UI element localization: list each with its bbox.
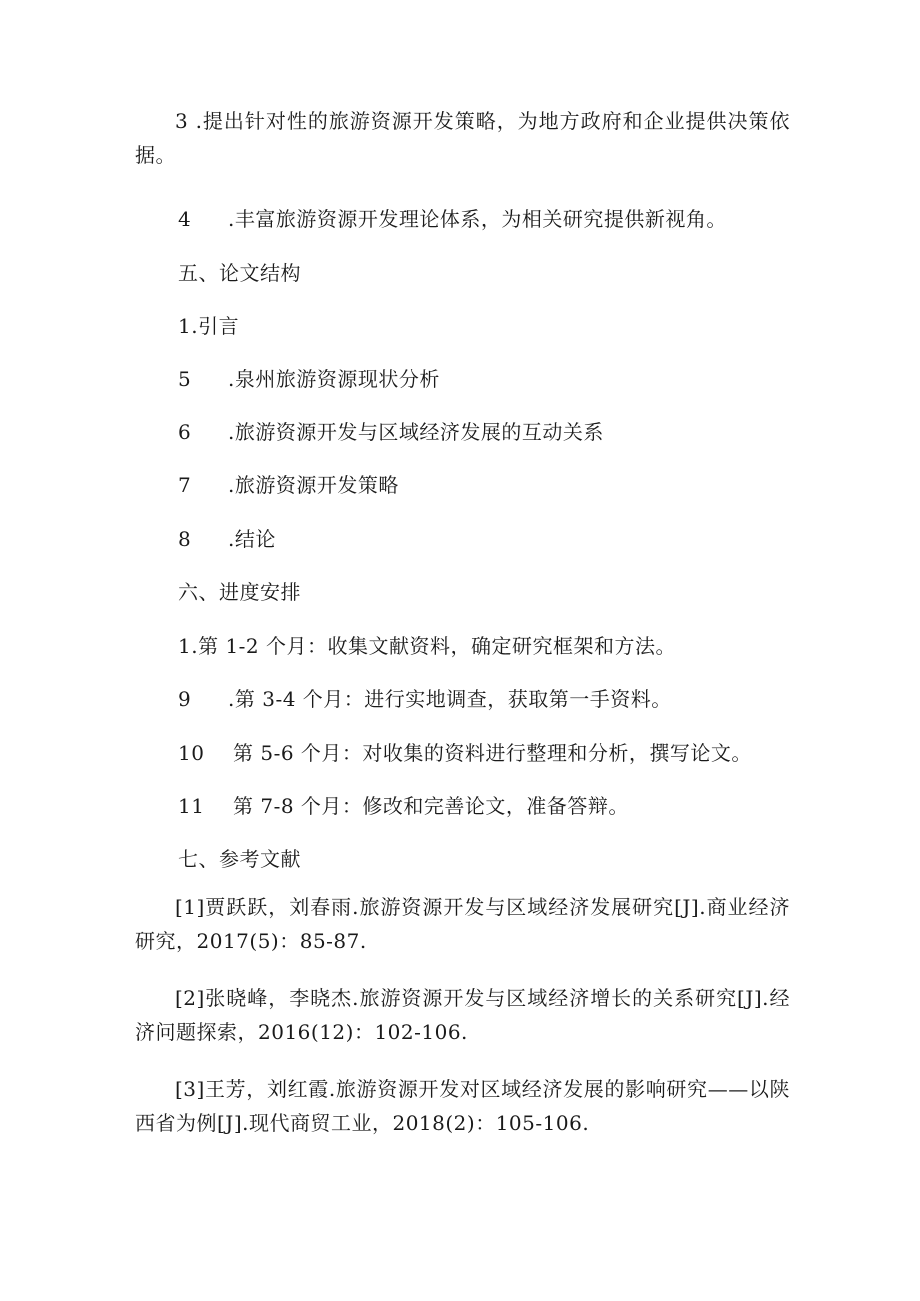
structure-item <box>178 314 239 338</box>
structure-item-text: .结论 <box>228 527 276 551</box>
schedule-item-number: 1. <box>178 634 199 658</box>
structure-item-number: 1. <box>178 314 199 338</box>
structure-item <box>178 527 276 551</box>
section-heading-references: 七、参考文献 <box>178 847 301 871</box>
structure-item <box>178 420 604 444</box>
schedule-item-number: 9 <box>178 687 192 711</box>
schedule-item-text: 第 1-2 个月：收集文献资料，确定研究框架和方法。 <box>198 634 677 658</box>
schedule-item-text: .第 3-4 个月：进行实地调查，获取第一手资料。 <box>228 687 672 711</box>
reference-item-2: [2]张晓峰，李晓杰.旅游资源开发与区域经济增长的关系研究[J].经济问题探索，2016(12)：102-106. <box>135 986 790 1044</box>
reference-item-1: [1]贾跃跃，刘春雨.旅游资源开发与区域经济发展研究[J].商业经济研究，2017(5)：85-87. <box>135 895 790 953</box>
structure-item-text: .旅游资源开发策略 <box>228 473 399 497</box>
goal-item-4-number: 4 <box>178 207 192 231</box>
schedule-item-number: 11 <box>178 794 205 818</box>
structure-item-text: .旅游资源开发与区域经济发展的互动关系 <box>228 420 604 444</box>
structure-item-text: 引言 <box>198 314 240 338</box>
schedule-item-text: 第 5-6 个月：对收集的资料进行整理和分析，撰写论文。 <box>233 741 752 765</box>
schedule-item-number: 10 <box>178 741 205 765</box>
section-heading-schedule: 六、进度安排 <box>178 580 301 604</box>
goal-item-4-text: .丰富旅游资源开发理论体系，为相关研究提供新视角。 <box>228 207 727 231</box>
structure-item <box>178 367 440 391</box>
section-heading-structure: 五、论文结构 <box>178 261 301 285</box>
structure-item-text: .泉州旅游资源现状分析 <box>228 367 440 391</box>
structure-item-number: 7 <box>178 473 192 497</box>
reference-item-3: [3]王芳，刘红霞.旅游资源开发对区域经济发展的影响研究——以陕西省为例[J].现代商贸工业，2018(2)：105-106. <box>135 1077 790 1135</box>
schedule-item <box>178 794 629 818</box>
goal-item-3: 3 .提出针对性的旅游资源开发策略，为地方政府和企业提供决策依据。 <box>135 109 790 167</box>
structure-item-number: 5 <box>178 367 192 391</box>
schedule-item <box>178 687 672 711</box>
schedule-item <box>178 741 752 765</box>
goal-item-4 <box>178 207 727 231</box>
schedule-item-text: 第 7-8 个月：修改和完善论文，准备答辩。 <box>233 794 629 818</box>
structure-item-number: 6 <box>178 420 192 444</box>
structure-item-number: 8 <box>178 527 192 551</box>
schedule-item <box>178 634 676 658</box>
structure-item <box>178 473 399 497</box>
